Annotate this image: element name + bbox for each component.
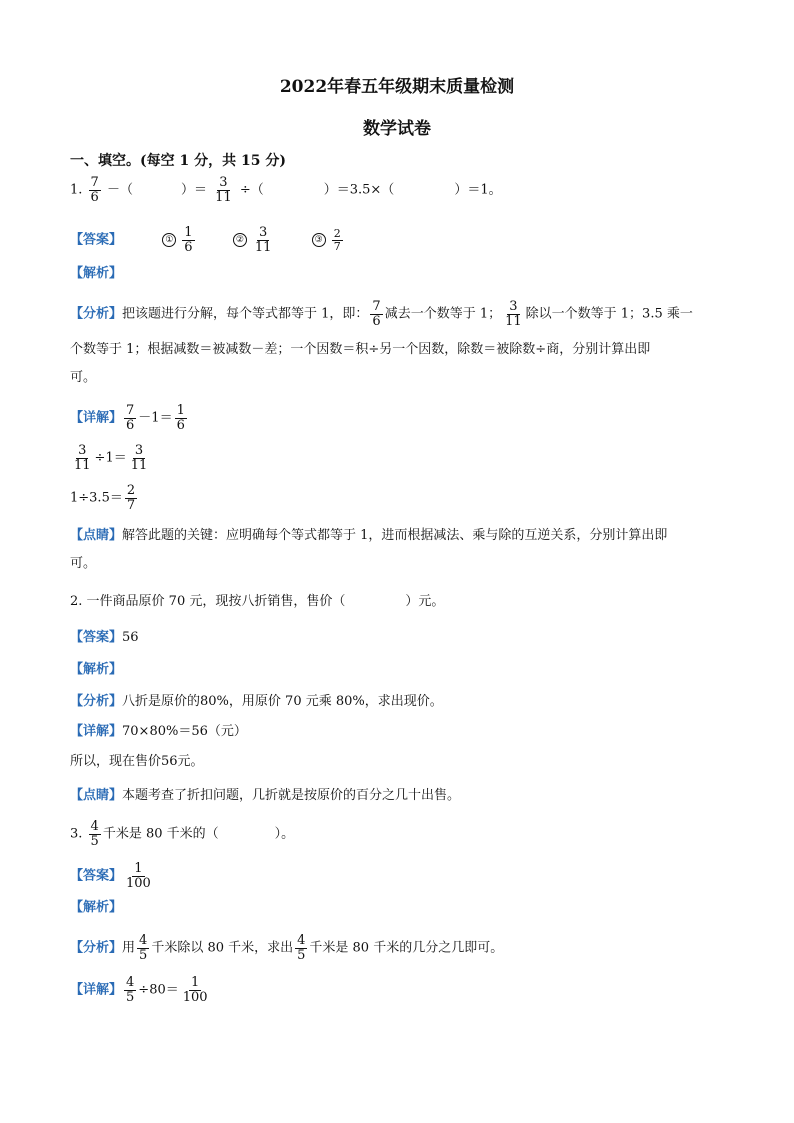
fenxi-text: 千米除以 80 千米，求出 [151, 940, 294, 956]
equation-text: ÷1＝ [94, 450, 127, 466]
fenxi-text: 八折是原价的80%，用原价 70 元乘 80%，求出现价。 [122, 694, 443, 709]
operator-text: ）＝3.5×（ [323, 182, 395, 198]
answer-tag: 【答案】 [70, 868, 123, 884]
equation-text: 70×80%＝56（元） [122, 724, 247, 739]
answer-tag: 【答案】 [70, 630, 123, 645]
equation-text: ÷80＝ [138, 982, 179, 998]
question-text: ）。 [274, 826, 295, 842]
analysis-tag: 【解析】 [70, 266, 123, 281]
fraction: $\frac{1}{6}$ [184, 225, 193, 255]
answer-row [70, 226, 345, 254]
answer-value: 56 [122, 630, 139, 645]
dianjing-line [70, 786, 460, 806]
question-text: 千米是 80 千米的（ [102, 826, 219, 842]
dianjing-line-2: 可。 [70, 556, 97, 571]
fraction: $\frac{3}{11}$ [505, 299, 522, 329]
question-number: 3. [70, 826, 83, 842]
xiangjie-line-2 [70, 444, 151, 472]
fenxi-line-3: 可。 [70, 370, 97, 385]
page-title: 2022年春五年级期末质量检测 [279, 77, 515, 97]
equation-text: －1＝ [138, 410, 173, 426]
fraction: $\frac{4}{5}$ [139, 933, 148, 963]
operator-text: －（ [106, 182, 133, 198]
fraction: $\frac{4}{5}$ [126, 975, 135, 1005]
operator-text: ÷（ [239, 182, 264, 198]
question-1 [70, 176, 502, 204]
page-subtitle: 数学试卷 [363, 119, 431, 139]
fenxi-line [70, 692, 443, 712]
analysis-tag: 【解析】 [70, 900, 123, 915]
fenxi-tag: 【分析】 [70, 940, 123, 956]
fraction: $\frac{1}{100}$ [182, 975, 208, 1005]
fraction: $\frac{3}{11}$ [215, 175, 232, 205]
answer-row [70, 628, 139, 648]
fenxi-text: 千米是 80 千米的几分之几即可。 [309, 940, 504, 956]
conclusion-line: 所以，现在售价56元。 [70, 754, 204, 769]
answer-tag: 【答案】 [70, 232, 123, 248]
fraction: $\frac{3}{11}$ [254, 225, 272, 255]
circle-mark: ① [162, 233, 176, 247]
fraction: $\frac{7}{6}$ [90, 175, 99, 205]
dianjing-tag: 【点睛】 [70, 528, 123, 543]
section-heading: 一、填空。(每空 1 分，共 15 分) [70, 153, 286, 169]
dianjing-text: 解答此题的关键：应明确每个等式都等于 1，进而根据减法、乘与除的互逆关系，分别计算出即 [122, 528, 668, 543]
operator-text: ）＝ [180, 182, 207, 198]
xiangjie-line-3 [70, 484, 139, 512]
dianjing-text: 本题考查了折扣问题，几折就是按原价的百分之几十出售。 [122, 788, 461, 803]
question-3 [70, 820, 294, 848]
fenxi-text: 把该题进行分解，每个等式都等于 1，即： [122, 306, 369, 322]
question-2 [70, 592, 444, 612]
xiangjie-tag: 【详解】 [70, 410, 123, 426]
dianjing-line-1 [70, 526, 667, 546]
fraction: $\frac{2}{7}$ [126, 483, 136, 513]
xiangjie-tag: 【详解】 [70, 982, 123, 998]
fraction: $\frac{2}{7}$ [333, 227, 341, 253]
circle-mark: ② [233, 233, 247, 247]
fenxi-line [70, 934, 503, 962]
fenxi-line-1 [70, 300, 693, 328]
question-text: 2. 一件商品原价 70 元，现按八折销售，售价（ [70, 594, 346, 609]
fraction: $\frac{1}{100}$ [126, 861, 151, 891]
fraction: $\frac{3}{11}$ [74, 443, 91, 473]
fenxi-text: 除以一个数等于 1；3.5 乘一 [525, 306, 693, 322]
xiangjie-line [70, 722, 247, 742]
fraction: $\frac{4}{5}$ [297, 933, 306, 963]
fenxi-text: 减去一个数等于 1； [384, 306, 502, 322]
question-number: 1. [70, 182, 83, 198]
xiangjie-tag: 【详解】 [70, 724, 123, 739]
xiangjie-line-1 [70, 404, 189, 432]
analysis-tag: 【解析】 [70, 662, 123, 677]
fraction: $\frac{1}{6}$ [176, 403, 185, 433]
fenxi-tag: 【分析】 [70, 694, 123, 709]
fenxi-tag: 【分析】 [70, 306, 123, 322]
equation-text: 1÷3.5＝ [70, 490, 123, 506]
fraction: $\frac{3}{11}$ [130, 443, 148, 473]
fraction: $\frac{4}{5}$ [90, 819, 99, 849]
question-text: ）元。 [405, 594, 445, 609]
xiangjie-line [70, 976, 212, 1004]
dianjing-tag: 【点睛】 [70, 788, 123, 803]
circle-mark: ③ [312, 233, 326, 247]
fenxi-text: 用 [122, 940, 136, 956]
fraction: $\frac{7}{6}$ [126, 403, 135, 433]
answer-row [70, 862, 155, 890]
fenxi-line-2: 个数等于 1；根据减数＝被减数－差；一个因数＝积÷另一个因数，除数＝被除数÷商，分别计算出即 [70, 342, 651, 357]
operator-text: ）＝1。 [454, 182, 502, 198]
fraction: $\frac{7}{6}$ [372, 299, 381, 329]
